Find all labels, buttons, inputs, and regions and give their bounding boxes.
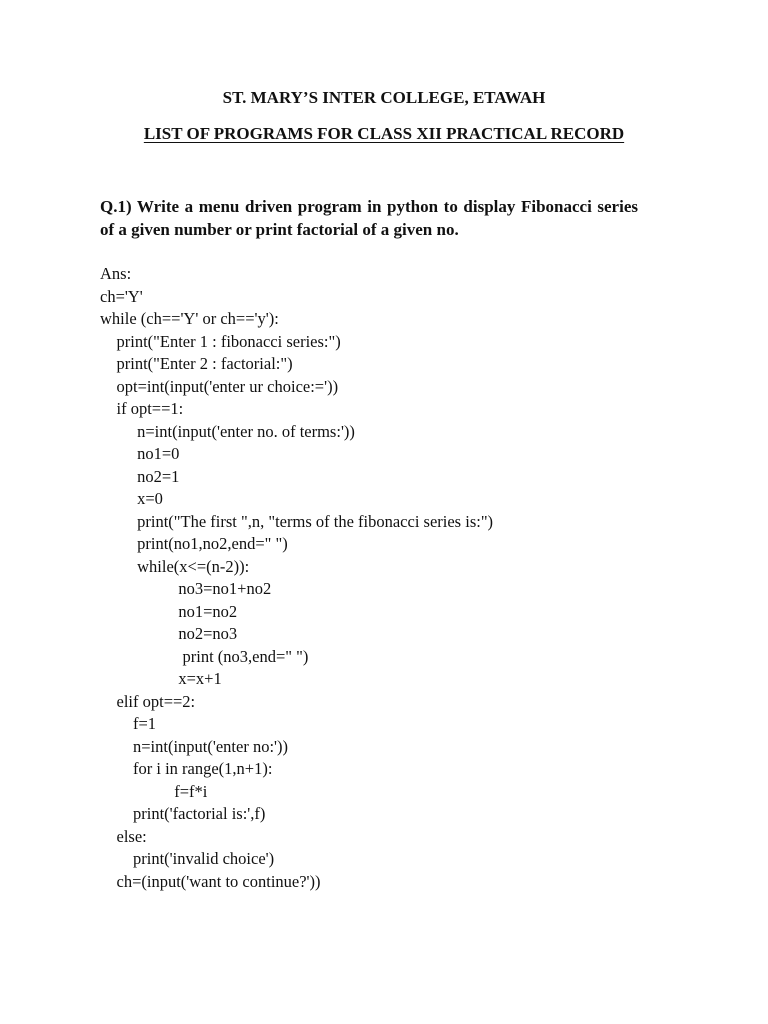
code-line: no1=no2 <box>100 601 238 621</box>
code-line: else: <box>100 826 147 846</box>
code-line: if opt==1: <box>100 399 184 418</box>
code-line: print('invalid choice') <box>100 849 275 868</box>
code-line: for i in range(1,n+1): <box>100 759 273 778</box>
code-line: ch=(input('want to continue?')) <box>100 871 321 891</box>
code-line: n=int(input('enter no:')) <box>100 736 289 756</box>
code-line: print(no1,no2,end=" ") <box>100 534 288 553</box>
code-line: n=int(input('enter no. of terms:')) <box>100 421 355 441</box>
code-line: print("Enter 2 : factorial:") <box>100 354 293 373</box>
code-line: print("Enter 1 : fibonacci series:") <box>100 331 341 351</box>
answer-label: Ans: <box>100 264 132 283</box>
code-line: x=0 <box>100 489 163 508</box>
answer-block <box>100 263 660 893</box>
code-line: no2=no3 <box>100 624 238 643</box>
code-line: print('factorial is:',f) <box>100 804 266 823</box>
question-text: Q.1) Write a menu driven program in python to display Fibonacci series of a given number or print factorial of a given no. <box>100 197 638 239</box>
code-line: while (ch=='Y' or ch=='y'): <box>100 309 279 328</box>
code-line: print (no3,end=" ") <box>100 646 309 666</box>
program-list-title: LIST OF PROGRAMS FOR CLASS XII PRACTICAL RECORD <box>143 124 625 143</box>
code-block <box>100 286 660 894</box>
code-line: ch='Y' <box>100 286 143 306</box>
code-line: f=1 <box>100 714 157 733</box>
code-line: f=f*i <box>100 781 208 801</box>
code-line: no3=no1+no2 <box>100 579 272 598</box>
code-line: while(x<=(n-2)): <box>100 556 250 576</box>
school-name-heading: ST. MARY’S INTER COLLEGE, ETAWAH <box>222 88 546 107</box>
code-line: elif opt==2: <box>100 691 196 711</box>
code-line: no2=1 <box>100 466 180 486</box>
code-line: x=x+1 <box>100 669 222 688</box>
code-line: opt=int(input('enter ur choice:=')) <box>100 376 339 396</box>
code-line: print("The first ",n, "terms of the fibonacci series is:") <box>100 511 494 531</box>
code-line: no1=0 <box>100 444 180 463</box>
